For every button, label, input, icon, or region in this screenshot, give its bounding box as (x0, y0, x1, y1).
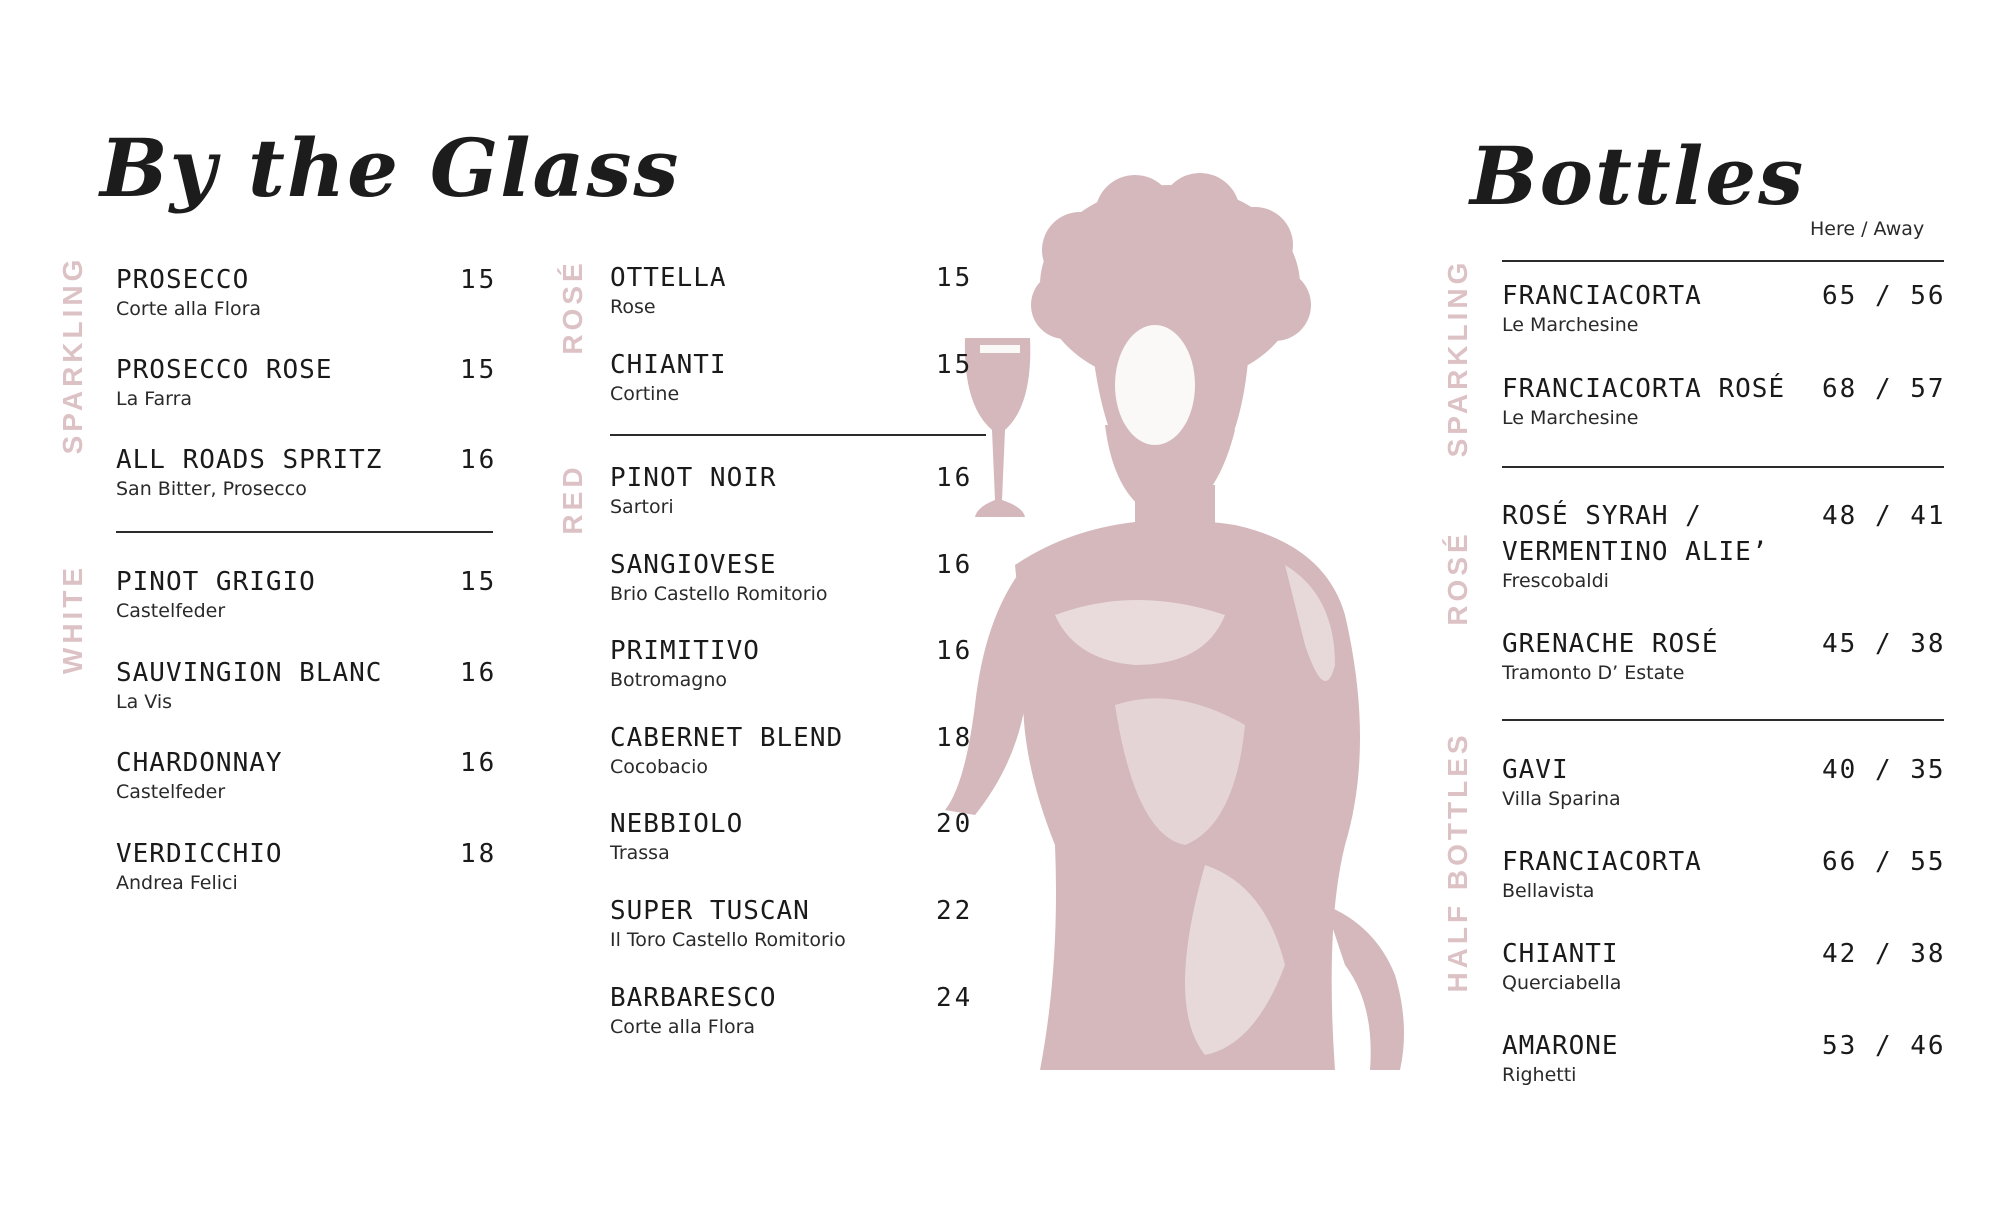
wine-name: PROSECCO ROSE (116, 355, 333, 385)
wine-name: CHARDONNAY (116, 748, 283, 778)
section-divider (1502, 719, 1944, 721)
section-label-red: RED (557, 463, 588, 535)
wine-producer: Castelfeder (116, 781, 226, 803)
wine-price: 15 (460, 355, 498, 385)
wine-producer: Le Marchesine (1502, 407, 1639, 429)
section-label-sparkling: SPARKLING (1442, 258, 1473, 458)
wine-producer: Tramonto D’ Estate (1502, 662, 1685, 684)
wine-price: 53 / 46 (1822, 1031, 1946, 1061)
wine-price: 40 / 35 (1822, 755, 1946, 785)
list-item (610, 982, 982, 1038)
list-item (116, 657, 496, 713)
wine-producer: Querciabella (1502, 972, 1622, 994)
list-item (610, 635, 982, 691)
list-item (1502, 500, 1946, 592)
section-divider (610, 434, 986, 436)
wine-producer: Il Toro Castello Romitorio (610, 929, 846, 951)
wine-price: 48 / 41 (1822, 501, 1946, 531)
wine-name: ROSÉ SYRAH / (1502, 501, 1702, 531)
wine-name: AMARONE (1502, 1031, 1619, 1061)
wine-price: 16 (936, 463, 974, 493)
section-divider (1502, 260, 1944, 262)
list-item (1502, 280, 1946, 336)
wine-price: 16 (936, 550, 974, 580)
wine-price: 15 (936, 263, 974, 293)
wine-price: 15 (460, 265, 498, 295)
wine-producer: Rose (610, 296, 656, 318)
wine-name: BARBARESCO (610, 983, 777, 1013)
list-item (610, 262, 982, 318)
wine-producer: Righetti (1502, 1064, 1577, 1086)
section-divider (1502, 466, 1944, 468)
price-column-header: Here / Away (1810, 218, 1925, 240)
section-label-rose: ROSÉ (1442, 530, 1473, 626)
wine-name: CHIANTI (610, 350, 727, 380)
wine-name: PINOT NOIR (610, 463, 777, 493)
list-item (610, 349, 982, 405)
wine-producer: Cortine (610, 383, 680, 405)
wine-producer: Sartori (610, 496, 674, 518)
wine-price: 16 (460, 658, 498, 688)
list-item (1502, 754, 1946, 810)
wine-price: 16 (460, 748, 498, 778)
list-item (1502, 373, 1946, 429)
list-item (610, 722, 982, 778)
list-item (116, 444, 496, 500)
wine-producer: Cocobacio (610, 756, 709, 778)
wine-price: 42 / 38 (1822, 939, 1946, 969)
list-item (1502, 628, 1946, 684)
wine-price: 16 (936, 636, 974, 666)
section-label-sparkling: SPARKLING (57, 255, 88, 455)
wine-producer: Frescobaldi (1502, 570, 1609, 592)
section-divider (116, 531, 493, 533)
list-item (610, 895, 982, 951)
list-item (116, 747, 496, 803)
wine-price: 20 (936, 809, 974, 839)
wine-name: SUPER TUSCAN (610, 896, 810, 926)
list-item (116, 354, 496, 410)
wine-producer: Botromagno (610, 669, 728, 691)
list-item (1502, 1030, 1946, 1086)
wine-price: 15 (936, 350, 974, 380)
wine-name: CABERNET BLEND (610, 723, 844, 753)
wine-price: 45 / 38 (1822, 629, 1946, 659)
wine-name: OTTELLA (610, 263, 727, 293)
section-label-rose: ROSÉ (557, 259, 588, 355)
list-item (1502, 938, 1946, 994)
section-label-white: WHITE (57, 563, 88, 675)
wine-price: 18 (460, 839, 498, 869)
wine-price: 18 (936, 723, 974, 753)
wine-producer: San Bitter, Prosecco (116, 478, 307, 500)
wine-price: 65 / 56 (1822, 281, 1946, 311)
list-item (116, 838, 496, 894)
wine-name: GAVI (1502, 755, 1569, 785)
wine-price: 15 (460, 567, 498, 597)
list-item (116, 264, 496, 320)
wine-producer: Villa Sparina (1502, 788, 1621, 810)
wine-producer: Bellavista (1502, 880, 1595, 902)
wine-producer: Trassa (610, 842, 670, 864)
wine-name: FRANCIACORTA ROSÉ (1502, 374, 1786, 404)
list-item (610, 462, 982, 518)
wine-price: 66 / 55 (1822, 847, 1946, 877)
wine-name: VERDICCHIO (116, 839, 283, 869)
by-the-glass-title: By the Glass (100, 121, 681, 215)
wine-producer: La Farra (116, 388, 193, 410)
wine-producer: La Vis (116, 691, 173, 713)
wine-name: PINOT GRIGIO (116, 567, 316, 597)
wine-producer: Brio Castello Romitorio (610, 583, 828, 605)
list-item (610, 549, 982, 605)
section-label-half-bottles: HALF BOTTLES (1442, 731, 1473, 993)
list-item (1502, 846, 1946, 902)
list-item (610, 808, 982, 864)
bottles-title: Bottles (1470, 129, 1806, 223)
wine-producer: Castelfeder (116, 600, 226, 622)
wine-name: SAUVINGION BLANC (116, 658, 383, 688)
wine-name: GRENACHE ROSÉ (1502, 629, 1719, 659)
wine-price: 22 (936, 896, 974, 926)
wine-price: 68 / 57 (1822, 374, 1946, 404)
wine-name: SANGIOVESE (610, 550, 777, 580)
list-item (116, 566, 496, 622)
bacchus-statue-icon (905, 145, 1440, 1070)
wine-name: ALL ROADS SPRITZ (116, 445, 383, 475)
wine-price: 16 (460, 445, 498, 475)
wine-name: PRIMITIVO (610, 636, 760, 666)
wine-price: 24 (936, 983, 974, 1013)
wine-name: NEBBIOLO (610, 809, 744, 839)
wine-producer: Andrea Felici (116, 872, 238, 894)
wine-name: FRANCIACORTA (1502, 847, 1702, 877)
wine-producer: Corte alla Flora (116, 298, 262, 320)
wine-name-line-2: VERMENTINO ALIE’ (1502, 537, 1769, 567)
wine-producer: Corte alla Flora (610, 1016, 756, 1038)
wine-name: PROSECCO (116, 265, 250, 295)
wine-name: CHIANTI (1502, 939, 1619, 969)
wine-name: FRANCIACORTA (1502, 281, 1702, 311)
wine-producer: Le Marchesine (1502, 314, 1639, 336)
